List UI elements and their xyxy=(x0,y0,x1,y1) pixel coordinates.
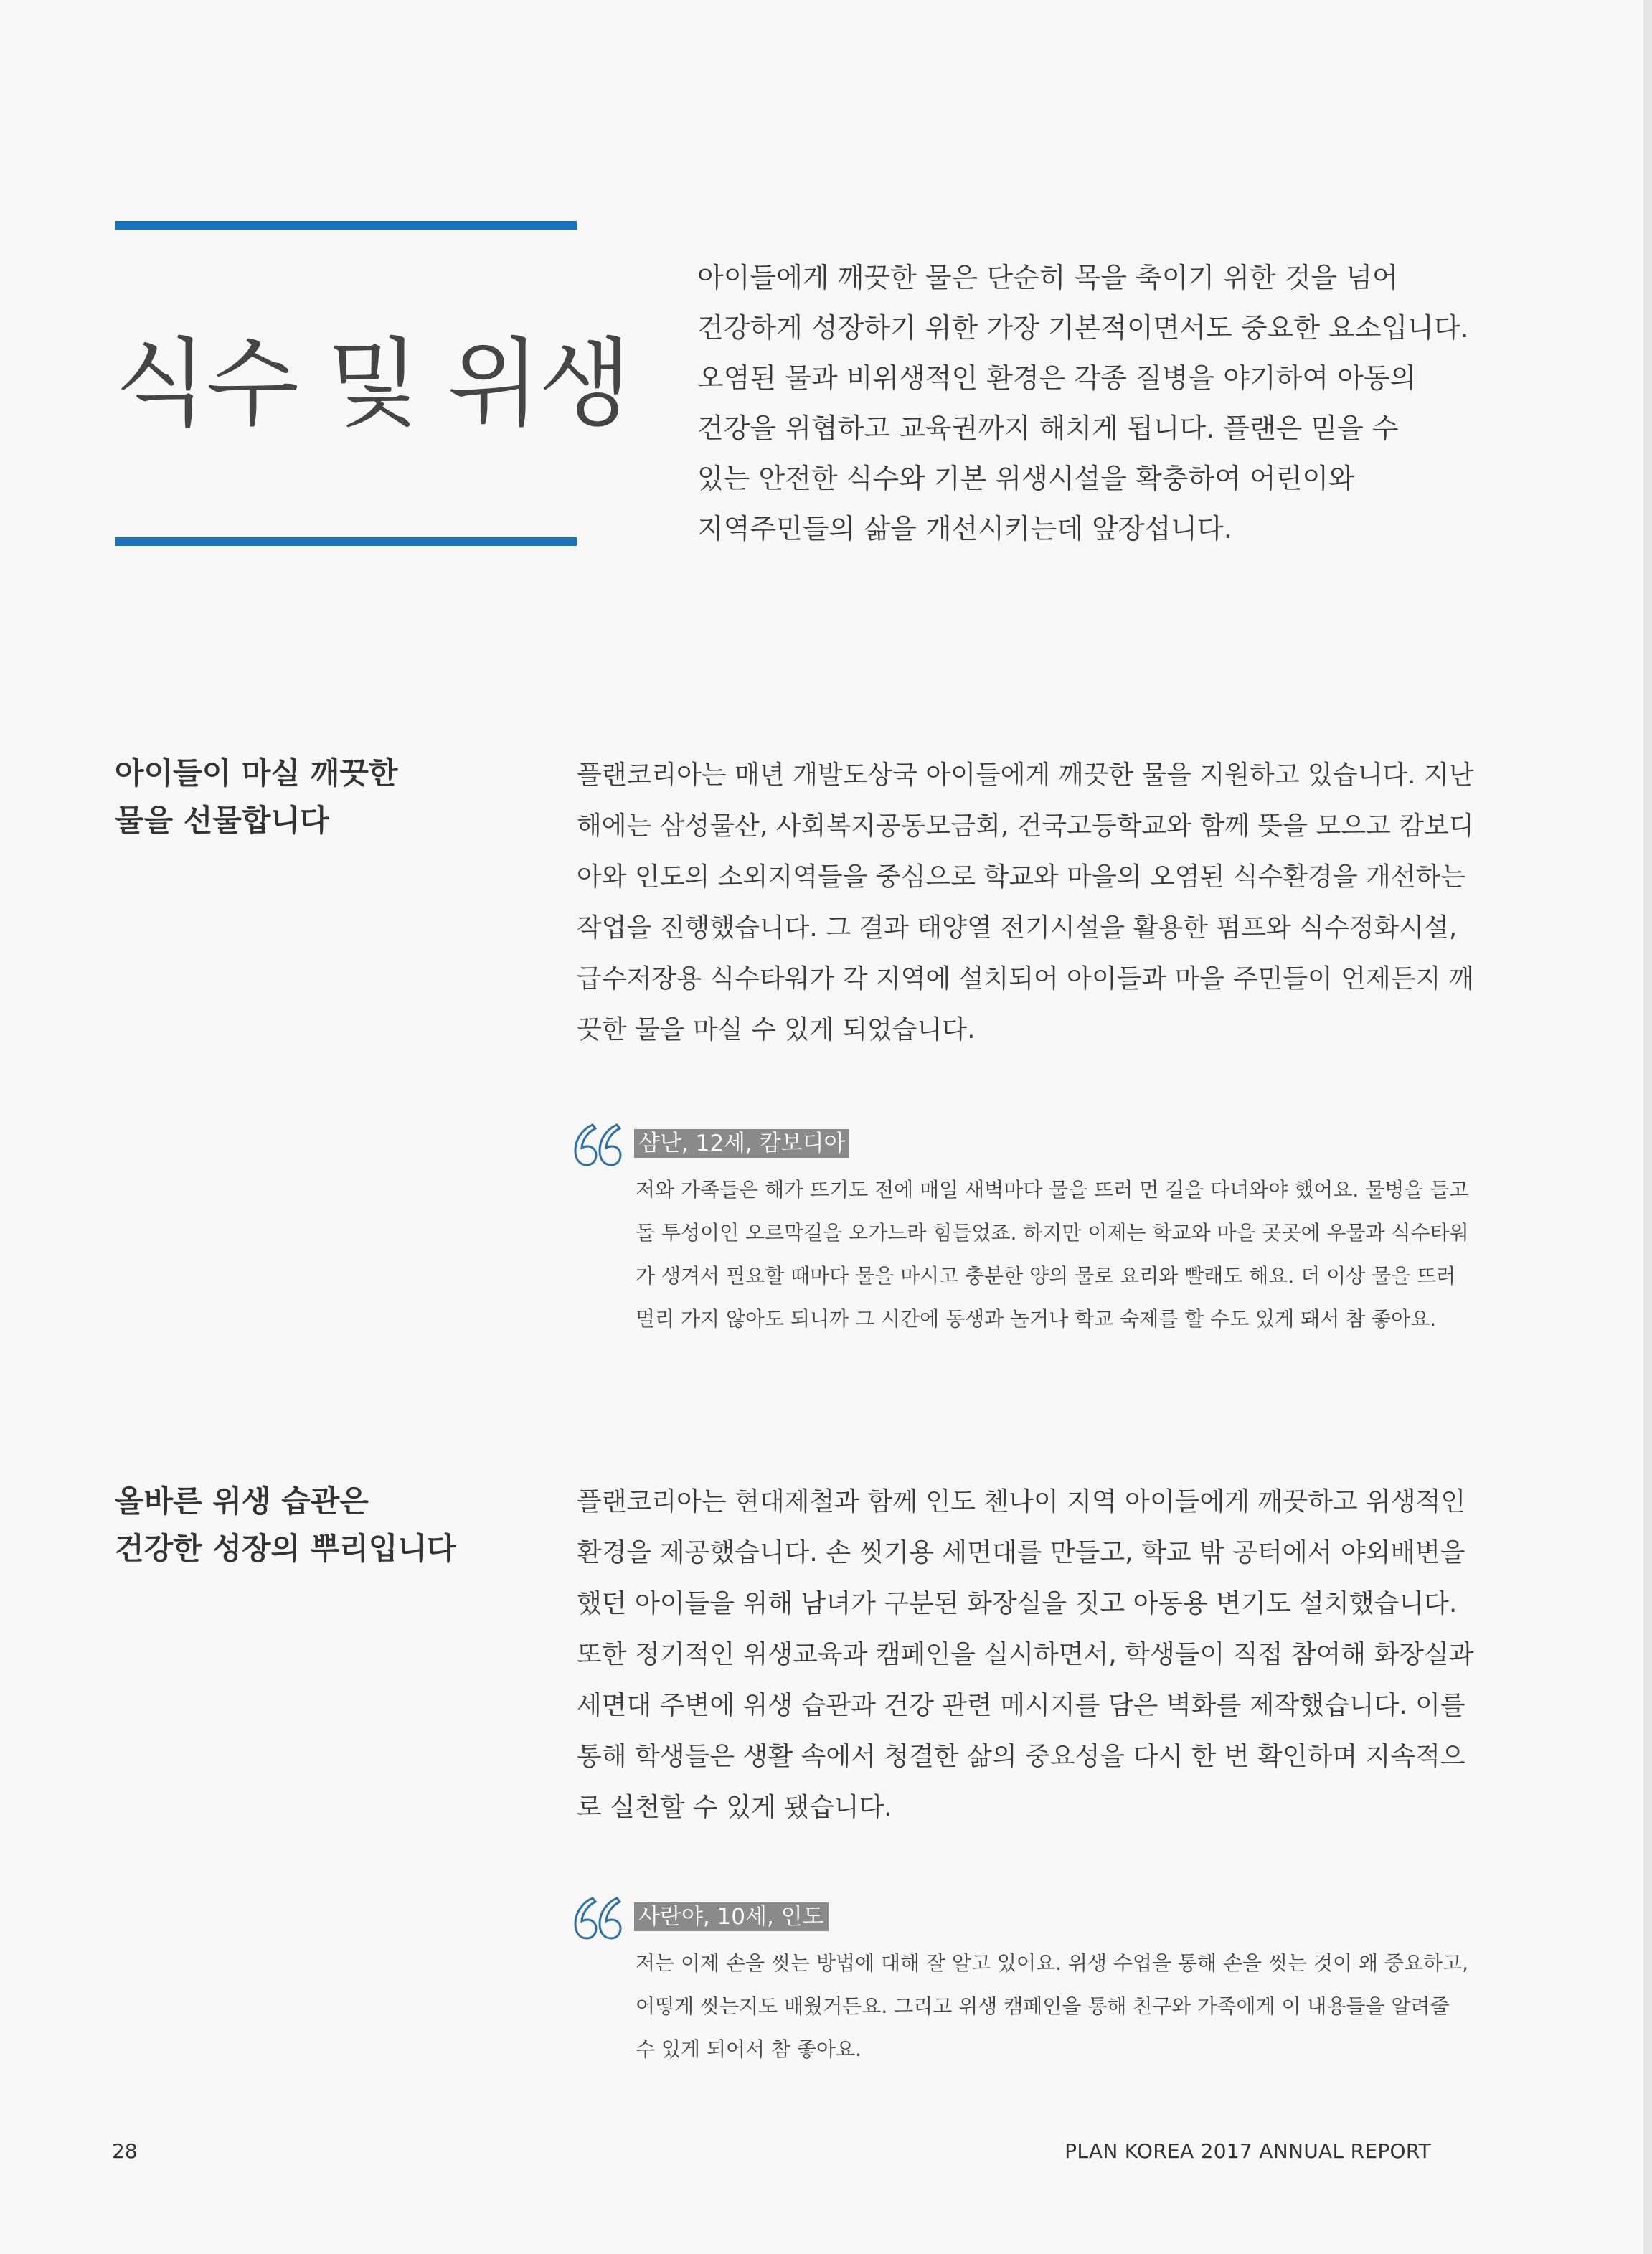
body-line: 해에는 삼성물산, 사회복지공동모금회, 건국고등학교와 함께 뜻을 모으고 캄보디 xyxy=(577,811,1474,841)
intro-line: 아이들에게 깨끗한 물은 단순히 목을 축이기 위한 것을 넘어 xyxy=(697,262,1399,293)
body-line: 끗한 물을 마실 수 있게 되었습니다. xyxy=(577,1015,976,1045)
body-line: 아와 인도의 소외지역들을 중심으로 학교와 마을의 오염된 식수환경을 개선하는 xyxy=(577,862,1466,892)
title-rule-top xyxy=(115,221,577,230)
intro-line: 지역주민들의 삶을 개선시키는데 앞장섭니다. xyxy=(697,513,1232,544)
intro-line: 건강을 위협하고 교육권까지 해치게 됩니다. 플랜은 믿을 수 xyxy=(697,412,1399,444)
quote-text xyxy=(636,1942,1468,2071)
quote-line: 가 생겨서 필요할 때마다 물을 마시고 충분한 양의 물로 요리와 빨래도 해요. 더 이상 물을 뜨러 xyxy=(636,1264,1456,1288)
intro-paragraph xyxy=(697,253,1469,554)
section-heading-line: 건강한 성장의 뿌리입니다 xyxy=(115,1531,456,1566)
body-line: 작업을 진행했습니다. 그 결과 태양열 전기시설을 활용한 펌프와 식수정화시설, xyxy=(577,913,1458,943)
quote-text xyxy=(636,1169,1469,1341)
title-rule-bottom xyxy=(115,537,577,546)
quote-line: 저는 이제 손을 씻는 방법에 대해 잘 알고 있어요. 위생 수업을 통해 손을 씻는 것이 왜 중요하고, xyxy=(636,1951,1468,1975)
body-line: 로 실천할 수 있게 됐습니다. xyxy=(577,1793,892,1822)
page-title: 식수 및 위생 xyxy=(115,328,631,440)
quote-line: 수 있게 되어서 참 좋아요. xyxy=(636,2037,862,2061)
section-body-water xyxy=(577,750,1474,1055)
section-heading-line: 올바른 위생 습관은 xyxy=(115,1484,369,1519)
quote-line: 저와 가족들은 해가 뜨기도 전에 매일 새벽마다 물을 뜨러 먼 길을 다녀와야 했어요. 물병을 들고 xyxy=(636,1178,1469,1202)
report-title: PLAN KOREA 2017 ANNUAL REPORT xyxy=(1065,2139,1431,2163)
page-edge xyxy=(1643,0,1652,2254)
section-body-hygiene xyxy=(577,1476,1474,1833)
body-line: 통해 학생들은 생활 속에서 청결한 삶의 중요성을 다시 한 번 확인하며 지속적으 xyxy=(577,1742,1465,1771)
section-heading-line: 아이들이 마실 깨끗한 xyxy=(115,755,398,791)
quote-line: 어떻게 씻는지도 배웠거든요. 그리고 위생 캠페인을 통해 친구와 가족에게 이 내용들을 알려줄 xyxy=(636,1994,1450,2018)
quote-author-badge: 샴난, 12세, 캄보디아 xyxy=(634,1129,849,1158)
quote-line: 돌 투성이인 오르막길을 오가느라 힘들었죠. 하지만 이제는 학교와 마을 곳곳에 우물과 식수타워 xyxy=(636,1221,1469,1245)
intro-line: 있는 안전한 식수와 기본 위생시설을 확충하여 어린이와 xyxy=(697,463,1355,494)
body-line: 플랜코리아는 현대제철과 함께 인도 첸나이 지역 아이들에게 깨끗하고 위생적인 xyxy=(577,1487,1466,1517)
intro-line: 건강하게 성장하기 위한 가장 기본적이면서도 중요한 요소입니다. xyxy=(697,312,1469,344)
section-heading-water xyxy=(115,750,545,844)
section-heading-line: 물을 선물합니다 xyxy=(115,803,329,838)
body-line: 급수저장용 식수타워가 각 지역에 설치되어 아이들과 마을 주민들이 언제든지 깨 xyxy=(577,964,1474,994)
quote-line: 멀리 가지 않아도 되니까 그 시간에 동생과 놀거나 학교 숙제를 할 수도 있게 돼서 참 좋아요. xyxy=(636,1307,1437,1331)
body-line: 환경을 제공했습니다. 손 씻기용 세면대를 만들고, 학교 밖 공터에서 야외배변을 xyxy=(577,1538,1465,1567)
quote-author-badge: 사란야, 10세, 인도 xyxy=(634,1902,829,1931)
body-line: 또한 정기적인 위생교육과 캠페인을 실시하면서, 학생들이 직접 참여해 화장실과 xyxy=(577,1640,1474,1669)
section-heading-hygiene xyxy=(115,1478,545,1572)
body-line: 세면대 주변에 위생 습관과 건강 관련 메시지를 담은 벽화를 제작했습니다. 이를 xyxy=(577,1691,1465,1720)
intro-line: 오염된 물과 비위생적인 환경은 각종 질병을 야기하여 아동의 xyxy=(697,362,1417,394)
page-number: 28 xyxy=(112,2139,138,2163)
body-line: 했던 아이들을 위해 남녀가 구분된 화장실을 짓고 아동용 변기도 설치했습니다. xyxy=(577,1589,1458,1618)
body-line: 플랜코리아는 매년 개발도상국 아이들에게 깨끗한 물을 지원하고 있습니다. 지난 xyxy=(577,760,1474,790)
quote-mark-icon xyxy=(572,1119,623,1169)
quote-mark-icon xyxy=(572,1892,623,1943)
